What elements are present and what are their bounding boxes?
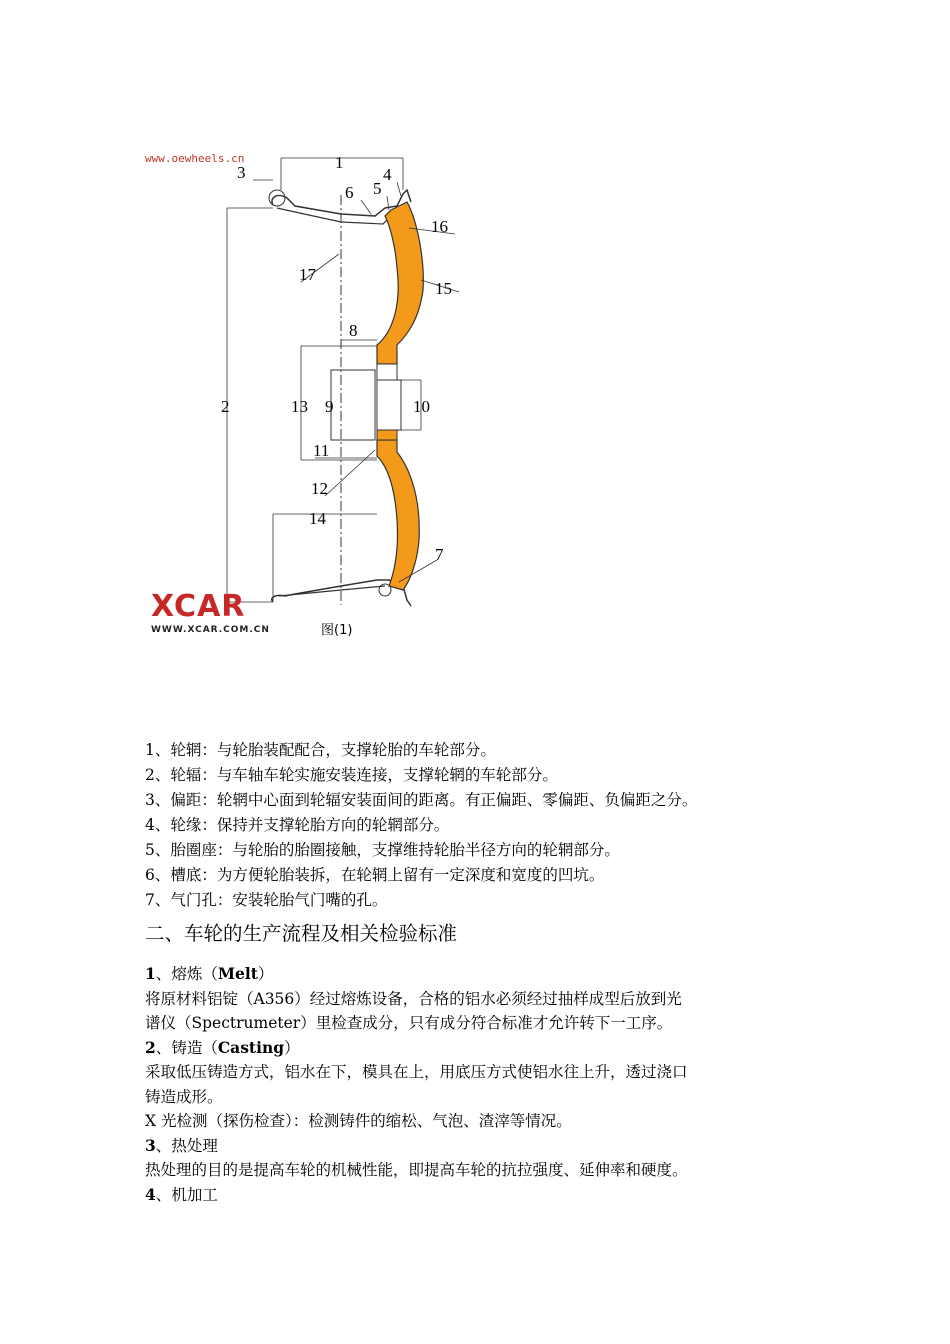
label-8: 8 — [349, 321, 358, 340]
label-15: 15 — [435, 279, 452, 298]
wheel-cross-section-figure — [145, 150, 465, 650]
step-number: 1 — [145, 964, 156, 983]
label-14: 14 — [309, 509, 326, 528]
paragraph-line: 采取低压铸造方式，铝水在下，模具在上，用底压方式使铝水往上升，透过浇口 — [145, 1063, 688, 1081]
label-11: 11 — [313, 441, 330, 460]
step-number: 2 — [145, 1037, 156, 1057]
definition-item: 3、偏距：轮辋中心面到轮辐安装面间的距离。有正偏距、零偏距、负偏距之分。 — [145, 791, 698, 809]
step-number: 4 — [145, 1184, 156, 1204]
step-heading-heat-treatment — [145, 1134, 835, 1159]
step-separator: 、 — [155, 1038, 172, 1057]
step-heading-machining — [145, 1183, 835, 1208]
leader-6 — [361, 200, 371, 214]
label-2: 2 — [221, 397, 230, 416]
label-12: 12 — [311, 479, 328, 498]
xcar-logo: XCAR — [151, 589, 246, 624]
definition-item: 4、轮缘：保持并支撑轮胎方向的轮辋部分。 — [145, 816, 450, 834]
watermark-text: www.oewheels.cn — [145, 152, 245, 165]
label-6: 6 — [345, 183, 354, 202]
step-title: 热处理 — [171, 1136, 218, 1155]
paragraph-line: 将原材料铝锭（A356）经过熔炼设备，合格的铝水必须经过抽样成型后放到光 — [145, 989, 682, 1008]
label-7: 7 — [435, 545, 444, 564]
hub-flange-outline — [331, 370, 375, 440]
definition-item: 1、轮辋：与轮胎装配配合，支撑轮胎的车轮部分。 — [145, 741, 496, 759]
label-1: 1 — [335, 153, 344, 172]
paragraph-line: X 光检测（探伤检查）：检测铸件的缩松、气泡、渣滓等情况。 — [145, 1112, 572, 1130]
definition-item: 7、气门孔：安装轮胎气门嘴的孔。 — [145, 891, 388, 909]
label-10: 10 — [413, 397, 430, 416]
definitions-list — [145, 738, 835, 913]
valve-hole-circle — [379, 584, 391, 596]
step-separator: 、 — [155, 1185, 172, 1204]
label-3: 3 — [237, 163, 246, 182]
step-separator: 、 — [155, 965, 172, 983]
step-title: 铸造（ — [171, 1038, 218, 1057]
step-title: 熔炼（ — [171, 965, 218, 983]
figure-caption: 图(1) — [321, 623, 353, 638]
step-title: 机加工 — [171, 1185, 218, 1204]
step-title-close: ） — [284, 1038, 300, 1057]
label-5: 5 — [373, 179, 382, 198]
hub-bolt-hole-top — [377, 364, 397, 380]
label-13: 13 — [291, 397, 308, 416]
label-4: 4 — [383, 165, 392, 184]
label-16: 16 — [431, 217, 448, 236]
wheel-spoke-disc — [377, 202, 423, 364]
production-steps — [145, 962, 835, 1207]
label-17: 17 — [299, 265, 316, 284]
rim-bead-circle — [269, 190, 285, 206]
wheel-hub-lower — [377, 440, 419, 590]
definition-item: 5、胎圈座：与轮胎的胎圈接触，支撑维持轮胎半径方向的轮辋部分。 — [145, 841, 620, 859]
step-title-close: ） — [257, 965, 274, 983]
paragraph-line: 谱仪（Spectrumeter）里检查成分，只有成分符合标准才允许转下一工序。 — [145, 1014, 673, 1032]
leader-4 — [397, 182, 401, 196]
section-heading: 二、车轮的生产流程及相关检验标准 — [145, 922, 458, 945]
leader-12 — [325, 450, 375, 496]
step-title-en: Melt — [217, 964, 258, 983]
step-heading-casting — [145, 1036, 835, 1061]
paragraph-line: 热处理的目的是提高车轮的机械性能，即提高车轮的抗拉强度、延伸率和硬度。 — [145, 1161, 688, 1179]
hub-center-bore — [377, 380, 401, 430]
step-title-en: Casting — [217, 1037, 285, 1057]
definition-item: 2、轮辐：与车轴车轮实施安装连接，支撑轮辋的车轮部分。 — [145, 766, 558, 784]
label-9: 9 — [325, 397, 334, 416]
hub-bolt-hole-bottom — [377, 430, 397, 440]
definition-item: 6、槽底：为方便轮胎装拆，在轮辋上留有一定深度和宽度的凹坑。 — [145, 866, 605, 884]
step-number: 3 — [145, 1135, 156, 1155]
paragraph-line: 铸造成形。 — [145, 1087, 223, 1106]
step-heading-melt — [145, 962, 835, 987]
step-separator: 、 — [155, 1136, 172, 1155]
xcar-logo-url: WWW.XCAR.COM.CN — [151, 625, 270, 635]
